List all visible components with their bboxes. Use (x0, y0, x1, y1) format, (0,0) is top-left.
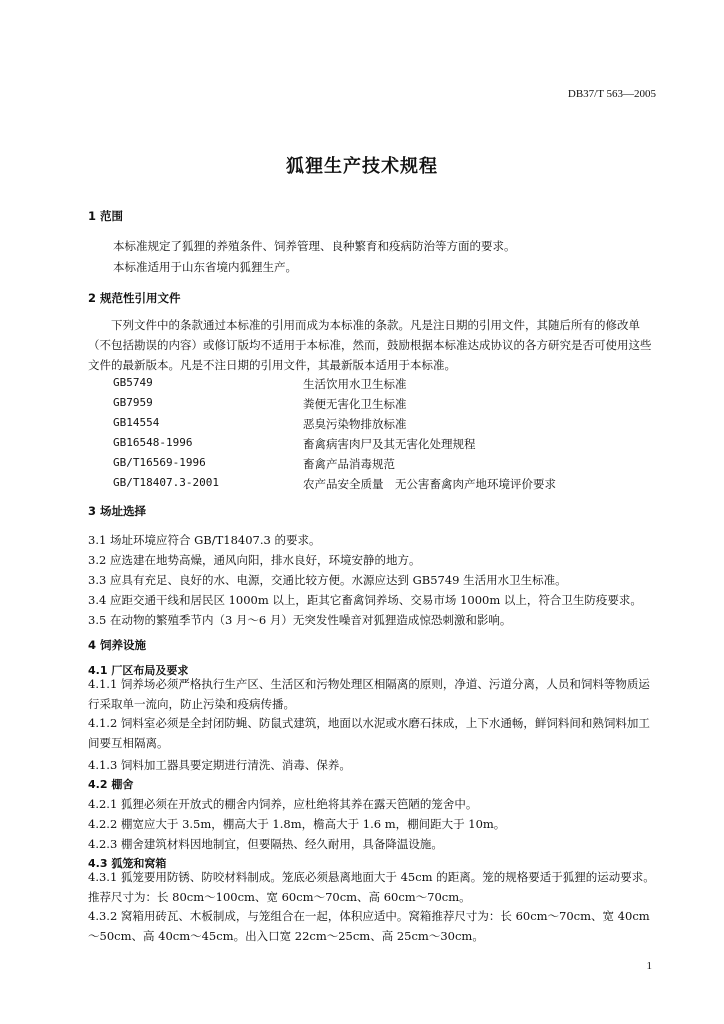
section-1-paragraph-2: 本标准适用于山东省境内狐狸生产。 (113, 260, 297, 274)
page-number: 1 (646, 960, 652, 972)
standard-code: DB37/T 563—2005 (567, 88, 656, 100)
item-4-1-2: 4.1.2 饲料室必须是全封闭防蝇、防鼠式建筑，地面以水泥或水磨石抹成，上下水通畅，鲜饲料间和熟饲料加工间要互相隔离。 (88, 716, 650, 750)
section-4-heading: 4 饲养设施 (88, 638, 147, 652)
section-3-item: 3.4 应距交通干线和居民区 1000m 以上，距其它畜禽饲养场、交易市场 1000m 以上，符合卫生防疫要求。 (88, 593, 642, 607)
ref-code: GB5749 (113, 376, 153, 389)
ref-code: GB/T16569-1996 (113, 456, 206, 469)
item-4-2-1: 4.2.1 狐狸必须在开放式的棚舍内饲养，应杜绝将其养在露天笆陋的笼舍中。 (88, 797, 478, 811)
section-3-item: 3.3 应具有充足、良好的水、电源，交通比较方便。水源应达到 GB5749 生活用水卫生标准。 (88, 573, 567, 587)
item-4-2-3: 4.2.3 棚舍建筑材料因地制宜，但要隔热、经久耐用，具备降温设施。 (88, 837, 443, 851)
section-3-item: 3.5 在动物的繁殖季节内（3 月～6 月）无突发性噪音对狐狸造成惊恐刺激和影响。 (88, 613, 512, 627)
item-4-2-2: 4.2.2 棚宽应大于 3.5m，棚高大于 1.8m，檐高大于 1.6 m，棚间距大于 10m。 (88, 817, 506, 831)
section-2-heading: 2 规范性引用文件 (88, 291, 181, 305)
ref-title: 粪便无害化卫生标准 (303, 397, 407, 411)
section-3-heading: 3 场址选择 (88, 504, 147, 518)
section-1-heading: 1 范围 (88, 209, 124, 223)
ref-code: GB7959 (113, 396, 153, 409)
item-4-3-1: 4.3.1 狐笼要用防锈、防咬材料制成。笼底必须悬离地面大于 45cm 的距离。笼的规格要适于狐狸的运动要求。推荐尺寸为：长 80cm～100cm、宽 60cm～70cm、高 60cm～70cm。 (88, 870, 655, 904)
item-4-1-1: 4.1.1 饲养场必须严格执行生产区、生活区和污物处理区相隔离的原则，净道、污道分离，人员和饲料等物质运行采取单一流向，防止污染和疫病传播。 (88, 677, 650, 711)
document-title: 狐狸生产技术规程 (286, 156, 438, 177)
section-3-item: 3.2 应选建在地势高燥，通风向阳，排水良好，环境安静的地方。 (88, 553, 421, 567)
subsection-4-3-heading: 4.3 狐笼和窝箱 (88, 857, 167, 870)
ref-title: 生活饮用水卫生标准 (303, 377, 407, 391)
section-2-paragraph: 下列文件中的条款通过本标准的引用而成为本标准的条款。凡是注日期的引用文件，其随后所有的修改单（不包括勘误的内容）或修订版均不适用于本标准，然而，鼓励根据本标准达成协议的各方研究是否可使用这些文件的最新版本。凡是不注日期的引用文件，其最新版本适用于本标准。 (88, 318, 652, 372)
section-3-item: 3.1 场址环境应符合 GB/T18407.3 的要求。 (88, 533, 321, 547)
section-1-paragraph-1: 本标准规定了狐狸的养殖条件、饲养管理、良种繁育和疫病防治等方面的要求。 (113, 239, 516, 253)
subsection-4-1-heading: 4.1 厂区布局及要求 (88, 664, 189, 677)
item-4-1-3: 4.1.3 饲料加工器具要定期进行清洗、消毒、保养。 (88, 758, 351, 772)
ref-code: GB14554 (113, 416, 160, 429)
ref-title: 畜禽病害肉尸及其无害化处理规程 (303, 437, 476, 451)
item-4-3-2: 4.3.2 窝箱用砖瓦、木板制成，与笼组合在一起，体积应适中。窝箱推荐尺寸为：长 60cm～70cm、宽 40cm～50cm、高 40cm～45cm。出入口宽 22cm～25cm、高 25cm～30cm。 (88, 909, 650, 943)
ref-title: 农产品安全质量 无公害畜禽肉产地环境评价要求 (303, 477, 556, 491)
ref-code: GB16548-1996 (113, 436, 193, 449)
ref-code: GB/T18407.3-2001 (113, 476, 219, 489)
subsection-4-2-heading: 4.2 棚舍 (88, 778, 134, 791)
ref-title: 畜禽产品消毒规范 (303, 457, 395, 471)
ref-title: 恶臭污染物排放标准 (303, 417, 407, 431)
